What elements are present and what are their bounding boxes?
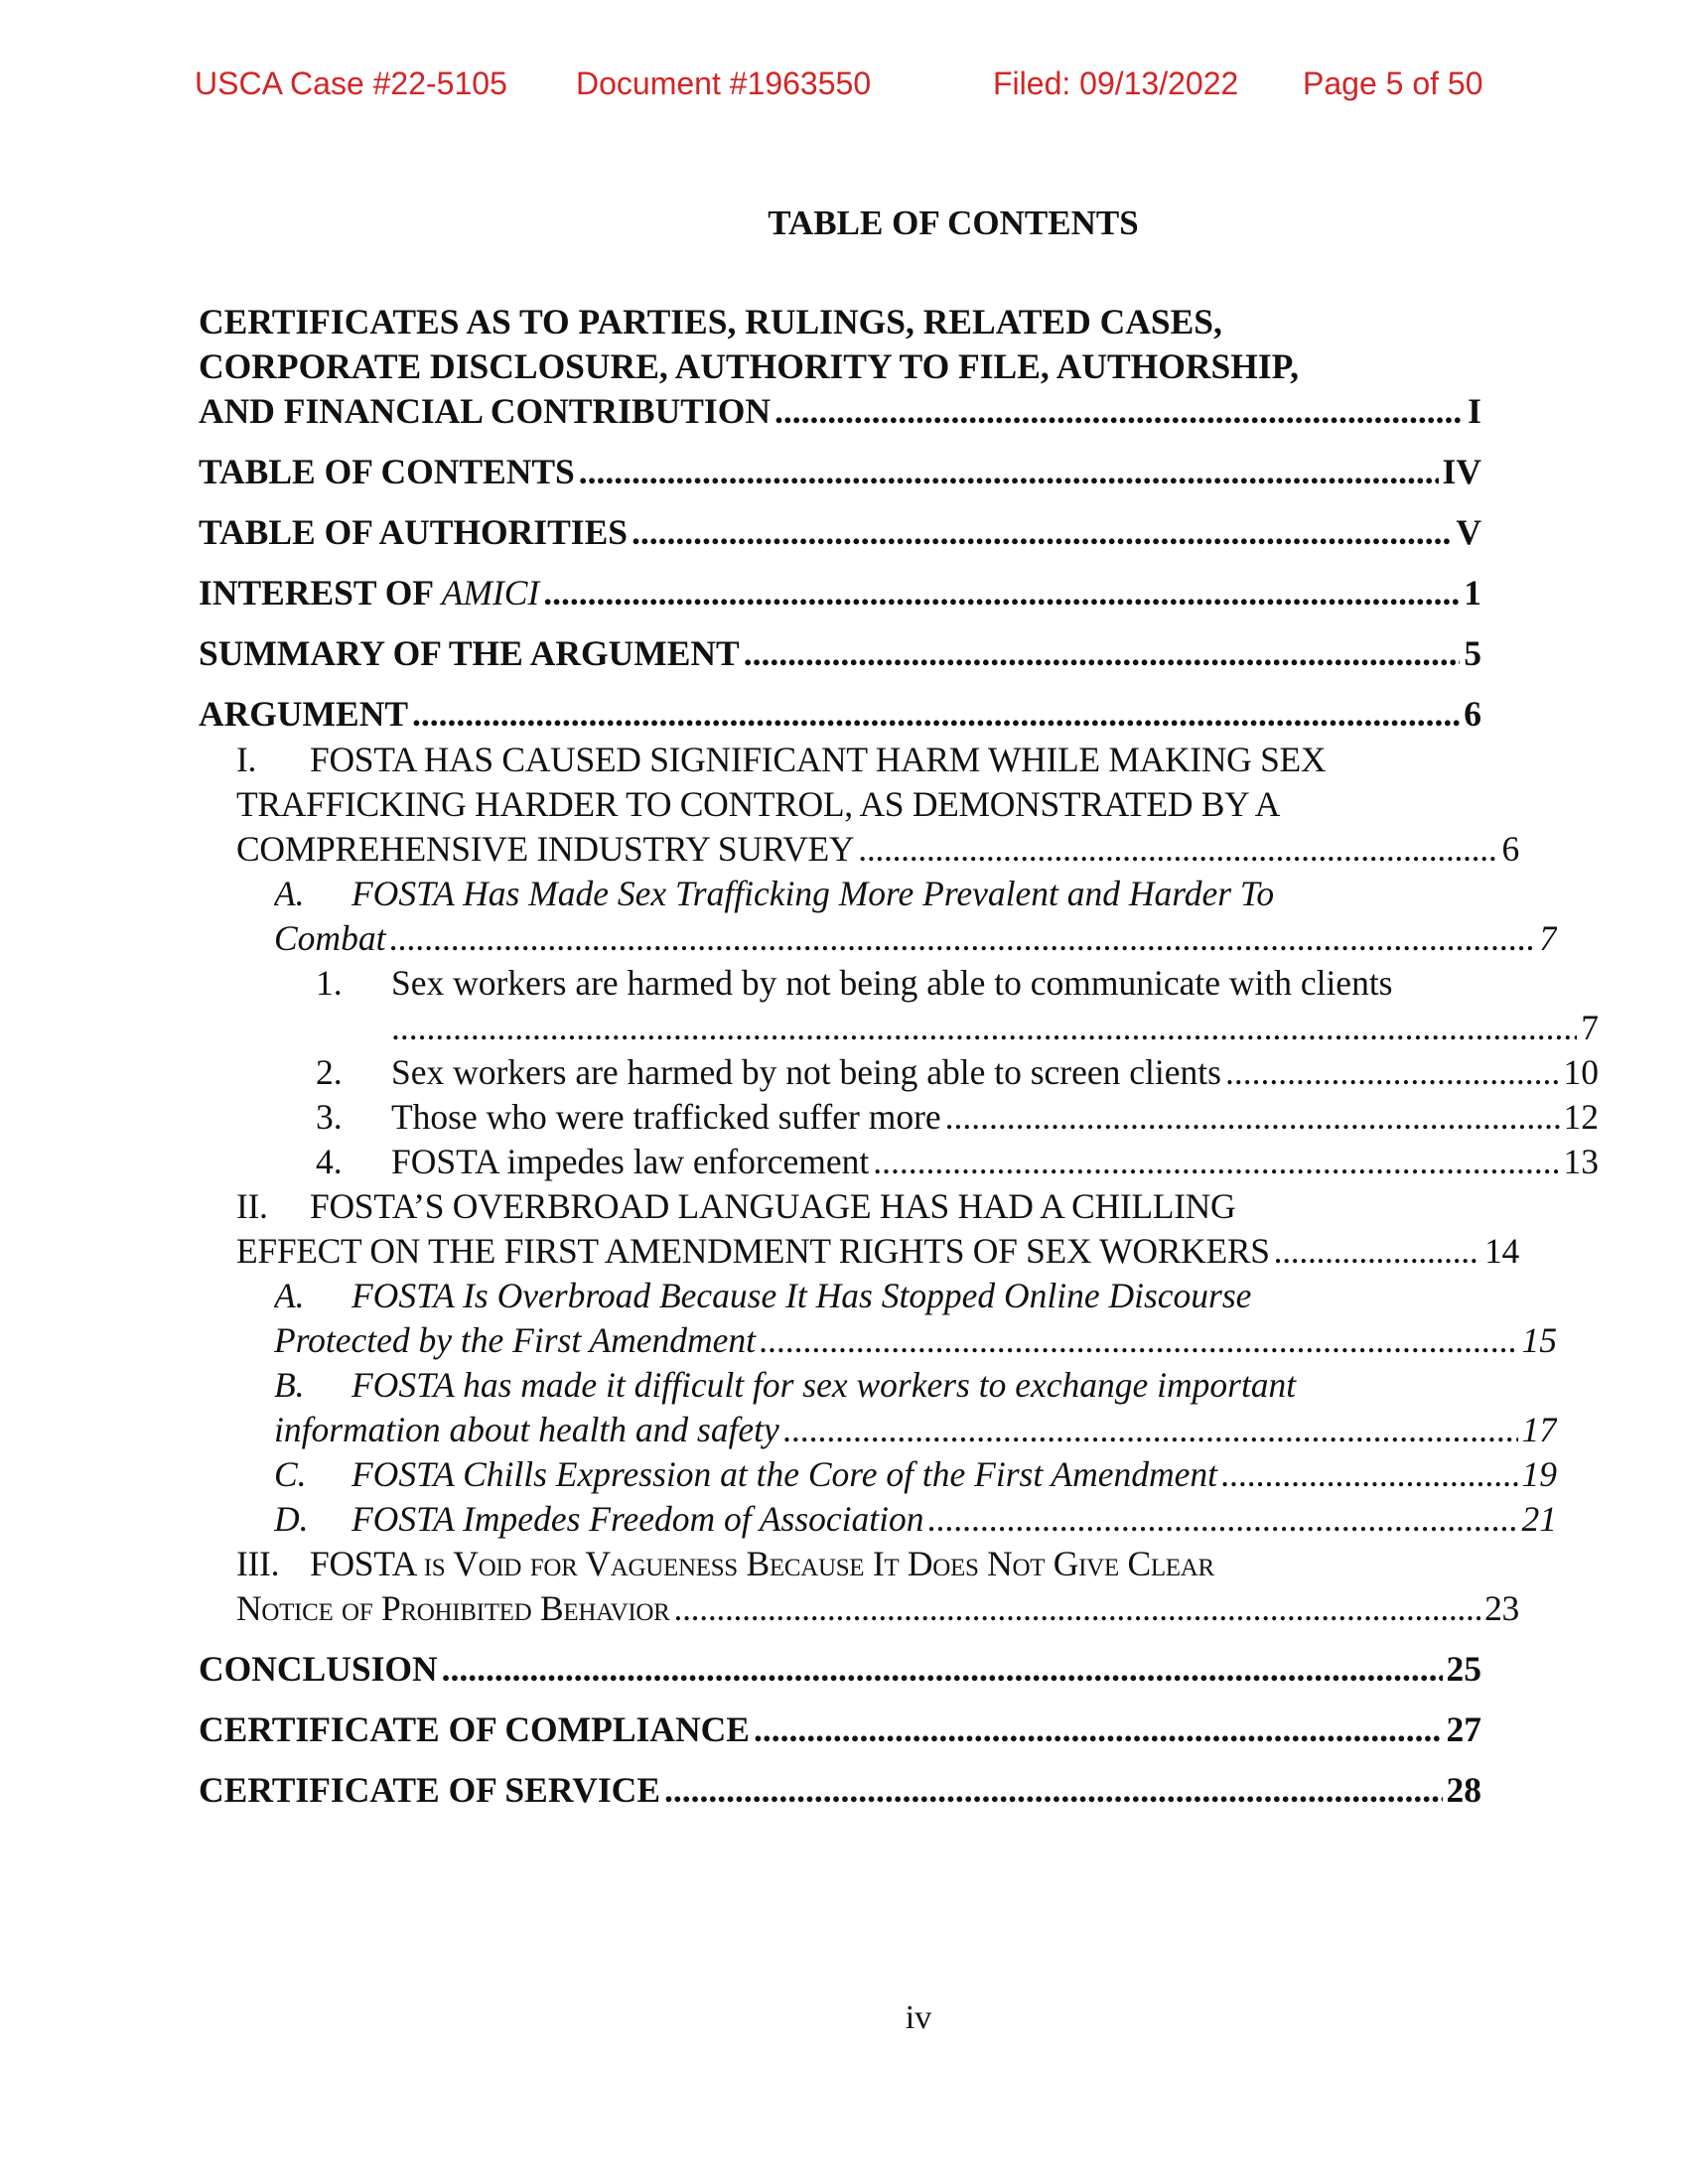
toc-page-number: 19	[1521, 1454, 1557, 1494]
toc-entry-label: CERTIFICATES AS TO PARTIES, RULINGS, RELATED CASES,	[199, 302, 1222, 341]
dot-leader	[389, 916, 1535, 961]
toc-entry-item-4[interactable]	[199, 1140, 1599, 1184]
toc-entry-number: 1.	[316, 963, 343, 1003]
dot-leader	[632, 510, 1452, 555]
toc-page-number: IV	[1442, 452, 1481, 491]
dot-leader	[579, 450, 1439, 494]
header-filed-date: Filed: 09/13/2022	[993, 66, 1239, 101]
toc-entry-section-II-C[interactable]	[199, 1452, 1557, 1497]
toc-entry-argument[interactable]	[199, 692, 1481, 737]
toc-page-number: 21	[1521, 1499, 1557, 1539]
toc-entry-label: FOSTA Impedes Freedom of Association	[352, 1499, 924, 1539]
toc-entry-label: FOSTA Is Overbroad Because It Has Stopped Online Discourse	[352, 1276, 1252, 1315]
toc-entry-certificate-of-compliance[interactable]	[199, 1707, 1481, 1752]
toc-entry-section-II[interactable]	[199, 1184, 1519, 1274]
toc-entry-conclusion[interactable]	[199, 1647, 1481, 1692]
toc-entry-label: FOSTA impedes law enforcement	[391, 1142, 870, 1181]
dot-leader	[873, 1140, 1559, 1184]
toc-entry-table-of-contents[interactable]	[199, 450, 1481, 494]
toc-entry-label: Sex workers are harmed by not being able to communicate with clients	[391, 963, 1393, 1003]
toc-entry-section-III[interactable]	[199, 1542, 1519, 1631]
toc-page-number: 10	[1563, 1052, 1599, 1092]
toc-entry-item-1[interactable]	[199, 961, 1599, 1050]
toc-entry-label: FOSTA HAS CAUSED SIGNIFICANT HARM WHILE MAKING SEX	[310, 740, 1327, 779]
toc-entry-label: ARGUMENT	[199, 694, 409, 734]
toc-entry-number: II.	[236, 1186, 268, 1226]
toc-page-number: V	[1456, 512, 1481, 552]
header-case-number: USCA Case #22-5105	[195, 66, 507, 101]
toc-entry-number: 4.	[316, 1142, 343, 1181]
toc-entry-number: 2.	[316, 1052, 343, 1092]
toc-entry-summary-of-argument[interactable]	[199, 631, 1481, 676]
toc-entry-label: information about health and safety	[274, 1410, 779, 1449]
toc-page-number: 6	[1464, 694, 1481, 734]
toc-entry-label: SUMMARY OF THE ARGUMENT	[199, 633, 740, 673]
dot-leader	[754, 1707, 1443, 1752]
toc-entry-label: FOSTA’S OVERBROAD LANGUAGE HAS HAD A CHILLING	[310, 1186, 1236, 1226]
toc-entry-label: AND FINANCIAL CONTRIBUTION	[199, 391, 771, 431]
toc-entry-label: TABLE OF CONTENTS	[199, 452, 575, 491]
toc-entry-label: TRAFFICKING HARDER TO CONTROL, AS DEMONSTRATED BY A	[236, 784, 1281, 824]
toc-entry-interest-of-amici[interactable]	[199, 571, 1481, 615]
toc-entry-label: CERTIFICATE OF COMPLIANCE	[199, 1709, 750, 1749]
toc-entry-label-prefix: INTEREST OF	[199, 573, 442, 613]
dot-leader	[744, 631, 1461, 676]
table-of-contents	[199, 300, 1599, 1813]
toc-entry-label: FOSTA Chills Expression at the Core of the First Amendment	[352, 1454, 1218, 1494]
dot-leader	[858, 827, 1497, 872]
dot-leader	[945, 1095, 1560, 1140]
toc-entry-label: Combat	[274, 918, 386, 958]
toc-entry-label-italic: AMICI	[441, 573, 540, 613]
dot-leader	[1274, 1229, 1480, 1274]
page-title: TABLE OF CONTENTS	[768, 204, 1139, 242]
toc-entry-item-2[interactable]	[199, 1050, 1599, 1095]
toc-entry-table-of-authorities[interactable]	[199, 510, 1481, 555]
dot-leader	[391, 1006, 1577, 1050]
dot-leader	[412, 692, 1460, 737]
toc-entry-section-I[interactable]	[199, 738, 1519, 872]
toc-page-number: 7	[1539, 918, 1557, 958]
toc-entry-label: TABLE OF AUTHORITIES	[199, 512, 629, 552]
toc-entry-section-II-A[interactable]	[199, 1274, 1557, 1363]
dot-leader	[1225, 1050, 1560, 1095]
dot-leader	[664, 1768, 1442, 1813]
dot-leader	[927, 1497, 1517, 1542]
toc-page-number: 6	[1501, 829, 1519, 869]
toc-entry-number: B.	[274, 1365, 305, 1405]
toc-entry-number: III.	[236, 1544, 280, 1583]
toc-page-number: 5	[1464, 633, 1481, 673]
dot-leader	[774, 389, 1464, 434]
dot-leader	[543, 571, 1460, 615]
toc-page-number: 23	[1484, 1588, 1519, 1628]
toc-entry-label: CONCLUSION	[199, 1649, 438, 1689]
toc-page-number: 25	[1446, 1649, 1481, 1689]
toc-entry-label	[199, 571, 539, 615]
toc-entry-number: C.	[274, 1454, 307, 1494]
dot-leader	[674, 1586, 1481, 1631]
toc-page-number: I	[1468, 391, 1481, 431]
toc-entry-number: I.	[236, 740, 257, 779]
toc-entry-number: D.	[274, 1499, 309, 1539]
toc-entry-certificate-of-service[interactable]	[199, 1768, 1481, 1813]
dot-leader	[760, 1318, 1517, 1363]
toc-entry-item-3[interactable]	[199, 1095, 1599, 1140]
toc-entry-number: A.	[274, 874, 305, 913]
header-page-count: Page 5 of 50	[1303, 66, 1483, 101]
toc-entry-label: CORPORATE DISCLOSURE, AUTHORITY TO FILE, AUTHORSHIP,	[199, 346, 1299, 386]
toc-entry-label: FOSTA Has Made Sex Trafficking More Prevalent and Harder To	[352, 874, 1275, 913]
toc-page-number: 27	[1446, 1709, 1481, 1749]
toc-entry-label: Notice of Prohibited Behavior	[236, 1588, 670, 1628]
toc-entry-label: Sex workers are harmed by not being able to screen clients	[391, 1052, 1221, 1092]
dot-leader	[783, 1408, 1518, 1452]
toc-entry-label: FOSTA is Void for Vagueness Because It Does Not Give Clear	[310, 1544, 1214, 1583]
toc-page-number: 13	[1563, 1142, 1599, 1181]
page-footer-number: iv	[905, 1999, 932, 2036]
toc-entry-certificates[interactable]	[199, 300, 1481, 434]
toc-page-number: 28	[1446, 1770, 1481, 1810]
toc-page-number: 17	[1521, 1410, 1557, 1449]
toc-entry-section-II-B[interactable]	[199, 1363, 1557, 1452]
header-document-number: Document #1963550	[576, 66, 872, 101]
dot-leader	[1221, 1452, 1517, 1497]
toc-entry-label: Protected by the First Amendment	[274, 1320, 757, 1360]
toc-entry-label: FOSTA has made it difficult for sex workers to exchange important	[352, 1365, 1297, 1405]
toc-page-number: 14	[1484, 1231, 1519, 1271]
dot-leader	[442, 1647, 1443, 1692]
toc-entry-label: EFFECT ON THE FIRST AMENDMENT RIGHTS OF SEX WORKERS	[236, 1231, 1270, 1271]
toc-page-number: 15	[1521, 1320, 1557, 1360]
toc-entry-number: A.	[274, 1276, 305, 1315]
toc-entry-label: CERTIFICATE OF SERVICE	[199, 1770, 661, 1810]
toc-entry-section-II-D[interactable]	[199, 1497, 1557, 1542]
toc-entry-label: Those who were trafficked suffer more	[391, 1097, 941, 1137]
toc-entry-label: COMPREHENSIVE INDUSTRY SURVEY	[236, 829, 855, 869]
toc-entry-number: 3.	[316, 1097, 343, 1137]
toc-page-number: 1	[1464, 573, 1481, 613]
toc-page-number: 7	[1581, 1008, 1599, 1047]
toc-page-number: 12	[1563, 1097, 1599, 1137]
toc-entry-section-I-A[interactable]	[199, 872, 1557, 961]
